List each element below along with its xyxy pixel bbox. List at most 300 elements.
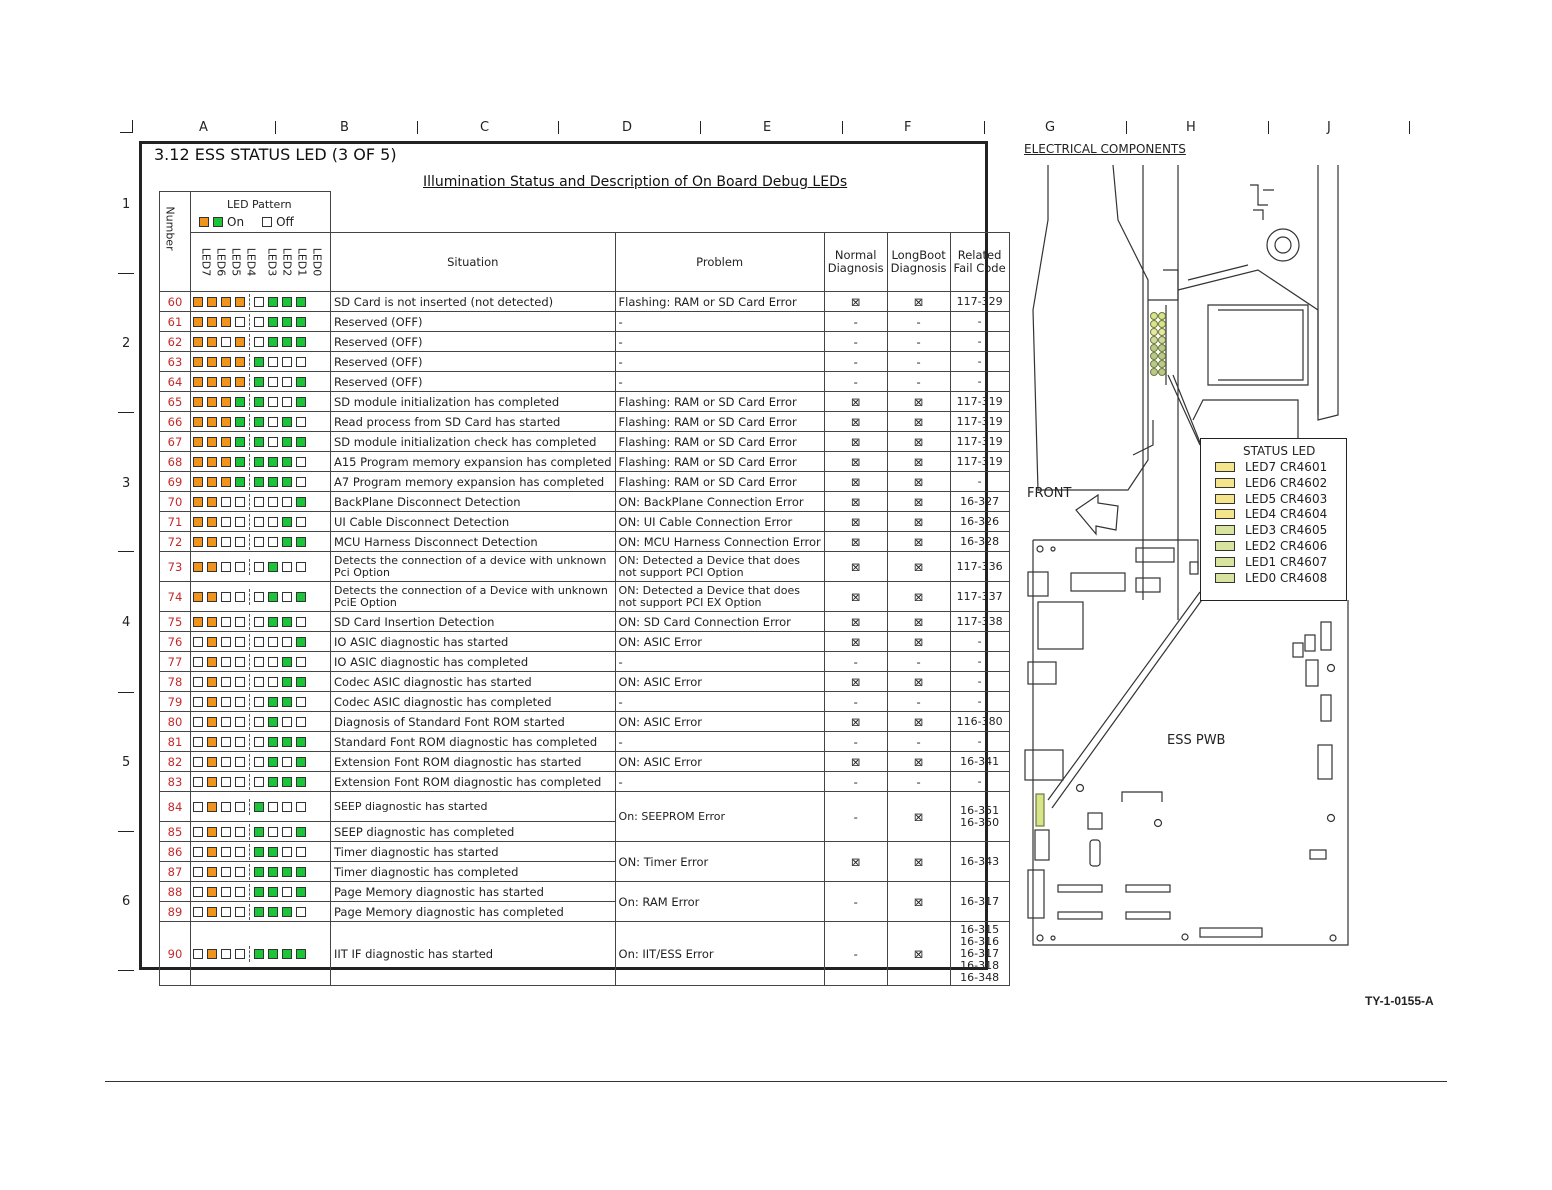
grid-column-b: B [340, 120, 349, 135]
led-indicator [207, 757, 217, 767]
led-indicator [207, 827, 217, 837]
status-led-row [1215, 492, 1327, 506]
row-number: 77 [160, 652, 191, 672]
row-number: 74 [160, 582, 191, 612]
row-number: 87 [160, 862, 191, 882]
led-pattern [191, 532, 331, 552]
row-number: 85 [160, 822, 191, 842]
led-group-divider [249, 634, 250, 650]
led-pattern [191, 352, 331, 372]
situation-cell: Detects the connection of a device with unknown Pci Option [331, 552, 616, 582]
table-row [160, 752, 1010, 772]
led-indicator [254, 457, 264, 467]
led-group-divider [249, 654, 250, 670]
led-indicator [268, 592, 278, 602]
led-indicator [207, 377, 217, 387]
longboot-diagnosis-cell: ⊠ [887, 472, 950, 492]
led-group-divider [249, 774, 250, 790]
led-indicator [296, 377, 306, 387]
led-indicator [193, 847, 203, 857]
led-group-divider [249, 844, 250, 860]
fail-code-cell: 117-329 [950, 292, 1009, 312]
led-indicator [193, 297, 203, 307]
led-indicator [235, 737, 245, 747]
led-indicator [282, 907, 292, 917]
grid-dash [118, 273, 134, 274]
row-number: 89 [160, 902, 191, 922]
led-group-divider [249, 754, 250, 770]
led-indicator [296, 317, 306, 327]
status-led-icon [1215, 494, 1235, 504]
situation-cell: Extension Font ROM diagnostic has started [331, 752, 616, 772]
led-indicator [268, 517, 278, 527]
led-group-divider [249, 494, 250, 510]
led-indicator [235, 777, 245, 787]
status-led-icon [1215, 478, 1235, 488]
led-indicator [268, 357, 278, 367]
longboot-diagnosis-cell: ⊠ [887, 532, 950, 552]
problem-cell: Flashing: RAM or SD Card Error [615, 472, 824, 492]
led-pattern [191, 452, 331, 472]
led-indicator [296, 537, 306, 547]
led-indicator [282, 617, 292, 627]
situation-cell: BackPlane Disconnect Detection [331, 492, 616, 512]
table-row [160, 772, 1010, 792]
led-indicator [193, 497, 203, 507]
longboot-diagnosis-cell: ⊠ [887, 842, 950, 882]
led-indicator [193, 592, 203, 602]
status-led-label: LED7 CR4601 [1245, 460, 1328, 474]
normal-diagnosis-cell: - [824, 922, 887, 986]
led-indicator [254, 417, 264, 427]
led-indicator [254, 867, 264, 877]
grid-dash [118, 412, 134, 413]
problem-cell: ON: MCU Harness Connection Error [615, 532, 824, 552]
table-row [160, 652, 1010, 672]
grid-tick [1268, 121, 1269, 134]
led-indicator [282, 827, 292, 837]
led-indicator [221, 377, 231, 387]
grid-row-2: 2 [122, 336, 131, 351]
led-indicator [254, 827, 264, 837]
led-indicator [193, 777, 203, 787]
row-number: 70 [160, 492, 191, 512]
normal-diagnosis-cell: - [824, 692, 887, 712]
led-indicator [221, 617, 231, 627]
led-indicator [235, 497, 245, 507]
led-pattern [191, 472, 331, 492]
led-group-divider [249, 799, 250, 815]
status-led-label: LED1 CR4607 [1245, 554, 1328, 569]
led-indicator [221, 907, 231, 917]
led-indicator [282, 517, 292, 527]
status-led-icon [1215, 573, 1235, 583]
longboot-diagnosis-cell: - [887, 652, 950, 672]
situation-cell: Page Memory diagnostic has completed [331, 902, 616, 922]
led-indicator [268, 497, 278, 507]
fail-code-cell: - [950, 332, 1009, 352]
led-indicator [296, 757, 306, 767]
problem-cell: - [615, 332, 824, 352]
normal-diagnosis-cell: ⊠ [824, 612, 887, 632]
table-row [160, 712, 1010, 732]
led-indicator [235, 517, 245, 527]
led-indicator [296, 637, 306, 647]
table-row [160, 692, 1010, 712]
row-number: 75 [160, 612, 191, 632]
section-title: 3.12 ESS STATUS LED (3 OF 5) [154, 145, 397, 164]
led-indicator [268, 677, 278, 687]
led-indicator [221, 417, 231, 427]
row-number: 73 [160, 552, 191, 582]
led-indicator [282, 697, 292, 707]
normal-diagnosis-cell: - [824, 772, 887, 792]
situation-cell: SD Card is not inserted (not detected) [331, 292, 616, 312]
led-indicator [221, 637, 231, 647]
fail-code-cell: - [950, 772, 1009, 792]
normal-diagnosis-cell: - [824, 332, 887, 352]
led-indicator [254, 537, 264, 547]
led-indicator [193, 437, 203, 447]
led-indicator [221, 867, 231, 877]
fail-code-cell: - [950, 352, 1009, 372]
led-indicator [207, 537, 217, 547]
led-pattern [191, 862, 331, 882]
longboot-diagnosis-cell: ⊠ [887, 672, 950, 692]
row-number: 63 [160, 352, 191, 372]
led-indicator [282, 562, 292, 572]
grid-column-e: E [763, 120, 772, 135]
normal-diagnosis-cell: ⊠ [824, 512, 887, 532]
led-indicator [254, 847, 264, 857]
led-indicator [254, 297, 264, 307]
led-indicator [207, 887, 217, 897]
led-indicator [296, 497, 306, 507]
table-row [160, 582, 1010, 612]
longboot-diagnosis-cell: ⊠ [887, 882, 950, 922]
led-indicator [235, 657, 245, 667]
fail-code-cell: 16-317 [950, 882, 1009, 922]
table-row [160, 552, 1010, 582]
fail-code-cell: 117-319 [950, 392, 1009, 412]
led-indicator [296, 357, 306, 367]
problem-cell: ON: ASIC Error [615, 672, 824, 692]
situation-cell: Page Memory diagnostic has started [331, 882, 616, 902]
table-row [160, 732, 1010, 752]
longboot-diagnosis-cell: ⊠ [887, 752, 950, 772]
led-pattern [191, 392, 331, 412]
situation-cell: SEEP diagnostic has started [331, 792, 616, 822]
led-indicator [254, 357, 264, 367]
led-indicator [221, 697, 231, 707]
led-pattern [191, 492, 331, 512]
led-indicator [296, 847, 306, 857]
led-indicator [207, 777, 217, 787]
fail-code-cell: 16-341 [950, 752, 1009, 772]
fail-code-cell: - [950, 472, 1009, 492]
row-number: 80 [160, 712, 191, 732]
led-indicator [193, 417, 203, 427]
led-pattern [191, 922, 331, 986]
problem-cell: On: RAM Error [615, 882, 824, 922]
normal-diagnosis-cell: ⊠ [824, 842, 887, 882]
led-indicator [254, 802, 264, 812]
legend-off-swatch [262, 217, 272, 227]
grid-tick [417, 121, 418, 134]
led-indicator [268, 777, 278, 787]
led-group-divider [249, 714, 250, 730]
fail-code-cell: 16-327 [950, 492, 1009, 512]
led-pattern [191, 332, 331, 352]
led-indicator [207, 677, 217, 687]
fail-code-cell: 117-319 [950, 412, 1009, 432]
table-row [160, 292, 1010, 312]
led-indicator [268, 867, 278, 877]
problem-cell: On: SEEPROM Error [615, 792, 824, 842]
legend-orange-swatch [199, 217, 209, 227]
led-indicator [207, 297, 217, 307]
led-pattern [191, 882, 331, 902]
normal-diagnosis-cell: ⊠ [824, 712, 887, 732]
led-indicator [268, 337, 278, 347]
row-number: 81 [160, 732, 191, 752]
led-group-divider [249, 614, 250, 630]
led-indicator [282, 847, 292, 857]
problem-cell: - [615, 772, 824, 792]
table-row [160, 412, 1010, 432]
led-indicator [282, 297, 292, 307]
led-indicator [207, 417, 217, 427]
led-indicator [207, 617, 217, 627]
grid-tick [1409, 121, 1410, 134]
led-indicator [235, 537, 245, 547]
longboot-diagnosis-cell: ⊠ [887, 492, 950, 512]
led-indicator [268, 477, 278, 487]
led-pattern [191, 582, 331, 612]
led-indicator [254, 637, 264, 647]
longboot-diagnosis-cell: ⊠ [887, 432, 950, 452]
led-pattern [191, 552, 331, 582]
led-pattern [191, 672, 331, 692]
situation-cell: Codec ASIC diagnostic has completed [331, 692, 616, 712]
led-indicator [207, 717, 217, 727]
fail-code-cell: 16-351 16-350 [950, 792, 1009, 842]
row-number: 61 [160, 312, 191, 332]
row-number: 64 [160, 372, 191, 392]
table-row [160, 312, 1010, 332]
status-led-icon [1215, 541, 1235, 551]
situation-cell: IO ASIC diagnostic has started [331, 632, 616, 652]
led-indicator [221, 437, 231, 447]
led-indicator [296, 417, 306, 427]
led-group-divider [249, 334, 250, 350]
led-indicator [282, 717, 292, 727]
fail-code-cell: 16-315 16-316 16-317 16-318 16-348 [950, 922, 1009, 986]
led-indicator [254, 337, 264, 347]
led-indicator [193, 677, 203, 687]
led-indicator [221, 847, 231, 857]
row-number: 83 [160, 772, 191, 792]
table-row [160, 332, 1010, 352]
normal-diagnosis-cell: ⊠ [824, 412, 887, 432]
row-number: 62 [160, 332, 191, 352]
led-indicator [296, 802, 306, 812]
led-group-divider [249, 864, 250, 880]
situation-cell: A15 Program memory expansion has completed [331, 452, 616, 472]
led-indicator [221, 657, 231, 667]
led-pattern [191, 412, 331, 432]
row-number: 68 [160, 452, 191, 472]
led-indicator [254, 697, 264, 707]
status-led-label: LED0 CR4608 [1245, 570, 1328, 585]
led-group-divider [249, 946, 250, 962]
led-indicator [254, 717, 264, 727]
led-pattern [191, 612, 331, 632]
status-led-row [1215, 523, 1327, 537]
problem-cell: Flashing: RAM or SD Card Error [615, 452, 824, 472]
led-indicator [221, 592, 231, 602]
fail-code-cell: - [950, 652, 1009, 672]
led-indicator [235, 802, 245, 812]
led-indicator [221, 827, 231, 837]
led-indicator [235, 867, 245, 877]
led-pattern [191, 632, 331, 652]
led-group-divider [249, 884, 250, 900]
problem-cell: - [615, 352, 824, 372]
situation-cell: UI Cable Disconnect Detection [331, 512, 616, 532]
problem-cell: - [615, 652, 824, 672]
led-pattern [191, 792, 331, 822]
led-indicator [221, 562, 231, 572]
figure-id: TY-1-0155-A [1365, 994, 1434, 1008]
led-indicator [235, 592, 245, 602]
situation-cell: Reserved (OFF) [331, 312, 616, 332]
led-indicator [235, 377, 245, 387]
normal-diagnosis-cell: - [824, 732, 887, 752]
fail-code-cell: - [950, 312, 1009, 332]
led-indicator [282, 657, 292, 667]
led-indicator [207, 949, 217, 959]
led-indicator [235, 697, 245, 707]
table-row [160, 372, 1010, 392]
led-indicator [282, 497, 292, 507]
led-indicator [235, 457, 245, 467]
led-indicator [207, 457, 217, 467]
status-led-label: LED4 CR4604 [1245, 507, 1328, 522]
fail-code-cell: 117-337 [950, 582, 1009, 612]
led-name-led6: LED6 [214, 247, 228, 277]
normal-diagnosis-cell: ⊠ [824, 492, 887, 512]
table-row [160, 352, 1010, 372]
problem-cell: - [615, 312, 824, 332]
led-indicator [254, 737, 264, 747]
led-indicator [296, 867, 306, 877]
led-indicator [193, 802, 203, 812]
led-indicator [268, 827, 278, 837]
led-indicator [221, 357, 231, 367]
led-indicator [254, 397, 264, 407]
led-indicator [235, 757, 245, 767]
led-indicator [254, 377, 264, 387]
led-pattern [191, 312, 331, 332]
grid-tick [558, 121, 559, 134]
fail-code-cell: - [950, 672, 1009, 692]
led-indicator [207, 867, 217, 877]
header-led-pattern: LED Pattern On Off [191, 192, 331, 233]
led-indicator [296, 562, 306, 572]
row-number: 76 [160, 632, 191, 652]
row-number: 82 [160, 752, 191, 772]
longboot-diagnosis-cell: - [887, 732, 950, 752]
led-indicator [296, 717, 306, 727]
led-indicator [282, 949, 292, 959]
led-indicator [221, 317, 231, 327]
led-indicator [254, 592, 264, 602]
problem-cell: ON: ASIC Error [615, 632, 824, 652]
led-indicator [193, 377, 203, 387]
grid-dash [118, 831, 134, 832]
fail-code-cell: 16-343 [950, 842, 1009, 882]
led-indicator [268, 757, 278, 767]
row-number: 84 [160, 792, 191, 822]
led-indicator [296, 657, 306, 667]
led-indicator [207, 357, 217, 367]
led-indicator [221, 802, 231, 812]
grid-row-3: 3 [122, 476, 131, 491]
led-indicator [282, 802, 292, 812]
led-indicator [221, 457, 231, 467]
row-number: 72 [160, 532, 191, 552]
led-name-led0: LED0 [310, 247, 324, 277]
status-led-legend: STATUS LED LED7 CR4601 LED6 CR4602 LED5 CR4603 LED4 CR4604 LED3 CR4605 LED2 CR4606 LED1 CR4607 LED0 CR4608 [1200, 438, 1347, 601]
grid-dash [118, 551, 134, 552]
led-indicator [268, 802, 278, 812]
led-indicator [207, 657, 217, 667]
normal-diagnosis-cell: ⊠ [824, 532, 887, 552]
led-name-led4: LED4 [244, 247, 258, 277]
normal-diagnosis-cell: ⊠ [824, 632, 887, 652]
situation-cell: SD Card Insertion Detection [331, 612, 616, 632]
led-indicator [207, 637, 217, 647]
led-indicator [235, 847, 245, 857]
led-indicator [268, 637, 278, 647]
led-indicator [221, 887, 231, 897]
longboot-diagnosis-cell: ⊠ [887, 452, 950, 472]
problem-cell: - [615, 372, 824, 392]
longboot-diagnosis-cell: - [887, 772, 950, 792]
status-led-icon [1215, 509, 1235, 519]
led-indicator [296, 592, 306, 602]
longboot-diagnosis-cell: - [887, 352, 950, 372]
led-status-table [159, 191, 1010, 986]
led-indicator [254, 617, 264, 627]
led-indicator [207, 317, 217, 327]
longboot-diagnosis-cell: ⊠ [887, 612, 950, 632]
led-group-divider [249, 694, 250, 710]
led-indicator [221, 337, 231, 347]
led-indicator [193, 357, 203, 367]
bottom-rule [105, 1081, 1447, 1082]
normal-diagnosis-cell: ⊠ [824, 452, 887, 472]
grid-tick [1126, 121, 1127, 134]
led-indicator [193, 657, 203, 667]
status-led-label: LED3 CR4605 [1245, 523, 1328, 538]
led-indicator [268, 562, 278, 572]
led-pattern [191, 772, 331, 792]
status-led-row [1215, 555, 1327, 569]
grid-row-6: 6 [122, 894, 131, 909]
led-indicator [235, 677, 245, 687]
